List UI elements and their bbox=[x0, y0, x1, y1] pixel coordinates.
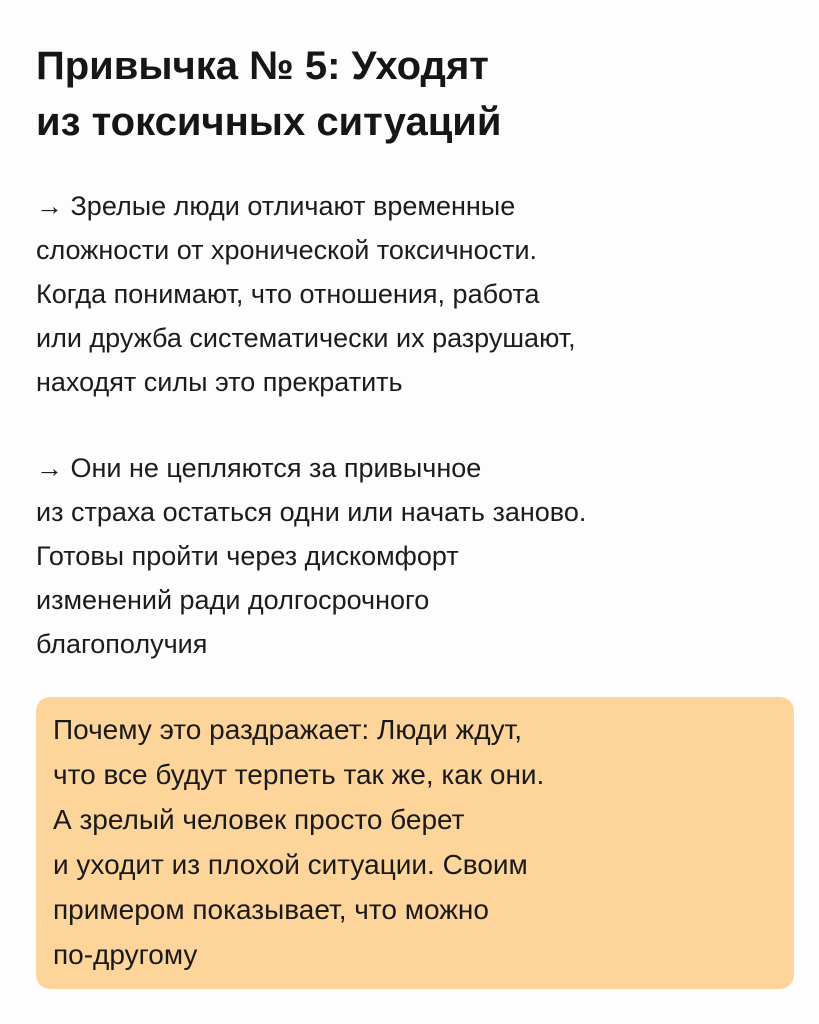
callout-line: и уходит из плохой ситуации. Своим bbox=[53, 849, 528, 880]
paragraph-line: или дружба систематически их разрушают, bbox=[36, 323, 576, 353]
paragraph-line: Когда понимают, что отношения, работа bbox=[36, 279, 540, 309]
paragraph-line: сложности от хронической токсичности. bbox=[36, 235, 538, 265]
page-title bbox=[36, 38, 796, 150]
paragraph-line: находят силы это прекратить bbox=[36, 367, 403, 397]
paragraph-line: изменений ради долгосрочного bbox=[36, 585, 430, 615]
paragraph-line: → Они не цепляются за привычное bbox=[36, 453, 482, 483]
title-line: из токсичных ситуаций bbox=[36, 100, 502, 144]
paragraph-line: из страха остаться одни или начать заново. bbox=[36, 497, 587, 527]
title-line: Привычка № 5: Уходят bbox=[36, 44, 489, 88]
paragraph-line: благополучия bbox=[36, 629, 208, 659]
why-it-irritates-callout bbox=[36, 697, 794, 989]
callout-line: Почему это раздражает: Люди ждут, bbox=[53, 714, 523, 745]
paragraph-line: Готовы пройти через дискомфорт bbox=[36, 541, 459, 571]
callout-line: что все будут терпеть так же, как они. bbox=[53, 759, 545, 790]
callout-line: примером показывает, что можно bbox=[53, 894, 489, 925]
callout-line: А зрелый человек просто берет bbox=[53, 804, 465, 835]
paragraph-line: → Зрелые люди отличают временные bbox=[36, 191, 516, 221]
paragraph-distinguish-toxicity bbox=[36, 184, 806, 404]
paragraph-not-clinging bbox=[36, 446, 806, 666]
callout-line: по-другому bbox=[53, 939, 198, 970]
callout-text bbox=[53, 707, 783, 977]
